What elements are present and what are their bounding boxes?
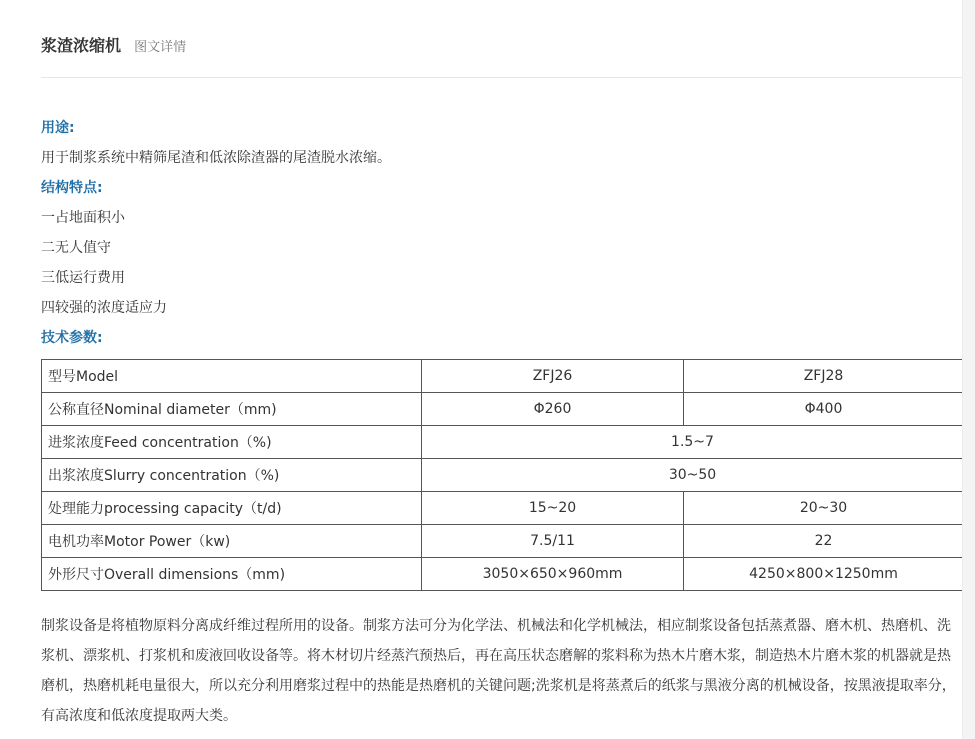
features-heading: 结构特点: bbox=[41, 180, 103, 196]
product-content bbox=[41, 117, 962, 731]
param-value: 3050×650×960mm bbox=[422, 558, 684, 591]
usage-heading: 用途: bbox=[41, 120, 75, 136]
param-label: 型号Model bbox=[42, 360, 422, 393]
table-row bbox=[42, 459, 964, 492]
param-value: ZFJ26 bbox=[422, 360, 684, 393]
product-title: 浆渣浓缩机 bbox=[41, 36, 122, 55]
param-value: Φ260 bbox=[422, 393, 684, 426]
param-label: 电机功率Motor Power（kw) bbox=[42, 525, 422, 558]
table-row bbox=[42, 492, 964, 525]
section-header bbox=[41, 33, 962, 78]
param-value: 15~20 bbox=[422, 492, 684, 525]
param-label: 出浆浓度Slurry concentration（%) bbox=[42, 459, 422, 492]
param-value: 7.5/11 bbox=[422, 525, 684, 558]
usage-text: 用于制浆系统中精筛尾渣和低浓除渣器的尾渣脱水浓缩。 bbox=[41, 150, 391, 166]
feature-item: 一占地面积小 bbox=[41, 210, 125, 226]
param-label: 外形尺寸Overall dimensions（mm) bbox=[42, 558, 422, 591]
param-label: 进浆浓度Feed concentration（%) bbox=[42, 426, 422, 459]
param-value: 22 bbox=[684, 525, 964, 558]
param-value: 4250×800×1250mm bbox=[684, 558, 964, 591]
param-value: 30~50 bbox=[422, 459, 964, 492]
feature-item: 四较强的浓度适应力 bbox=[41, 300, 167, 316]
table-row bbox=[42, 525, 964, 558]
table-row bbox=[42, 558, 964, 591]
param-label: 处理能力processing capacity（t/d) bbox=[42, 492, 422, 525]
param-value: 1.5~7 bbox=[422, 426, 964, 459]
table-row bbox=[42, 426, 964, 459]
table-row bbox=[42, 393, 964, 426]
param-value: Φ400 bbox=[684, 393, 964, 426]
params-table bbox=[41, 359, 964, 591]
page-scrollbar[interactable] bbox=[962, 0, 975, 739]
tab-detail-label: 图文详情 bbox=[134, 40, 187, 55]
description-paragraph: 制浆设备是将植物原料分离成纤维过程所用的设备。制浆方法可分为化学法、机械法和化学机械法，相应制浆设备包括蒸煮器、磨木机、热磨机、洗浆机、漂浆机、打浆机和废液回收设备等。将木材切片经蒸汽预热后，再在高压状态磨解的浆料称为热木片磨木浆，制造热木片磨木浆的机器就是热磨机，热磨机耗电量很大，所以充分利用磨浆过程中的热能是热磨机的关键问题;洗浆机是将蒸煮后的纸浆与黑液分离的机械设备，按黑液提取率分，有高浓度和低浓度提取两大类。 bbox=[41, 618, 956, 724]
table-row bbox=[42, 360, 964, 393]
param-value: 20~30 bbox=[684, 492, 964, 525]
params-heading: 技术参数: bbox=[41, 330, 103, 346]
param-label: 公称直径Nominal diameter（mm) bbox=[42, 393, 422, 426]
feature-item: 二无人值守 bbox=[41, 240, 111, 256]
feature-item: 三低运行费用 bbox=[41, 270, 125, 286]
param-value: ZFJ28 bbox=[684, 360, 964, 393]
